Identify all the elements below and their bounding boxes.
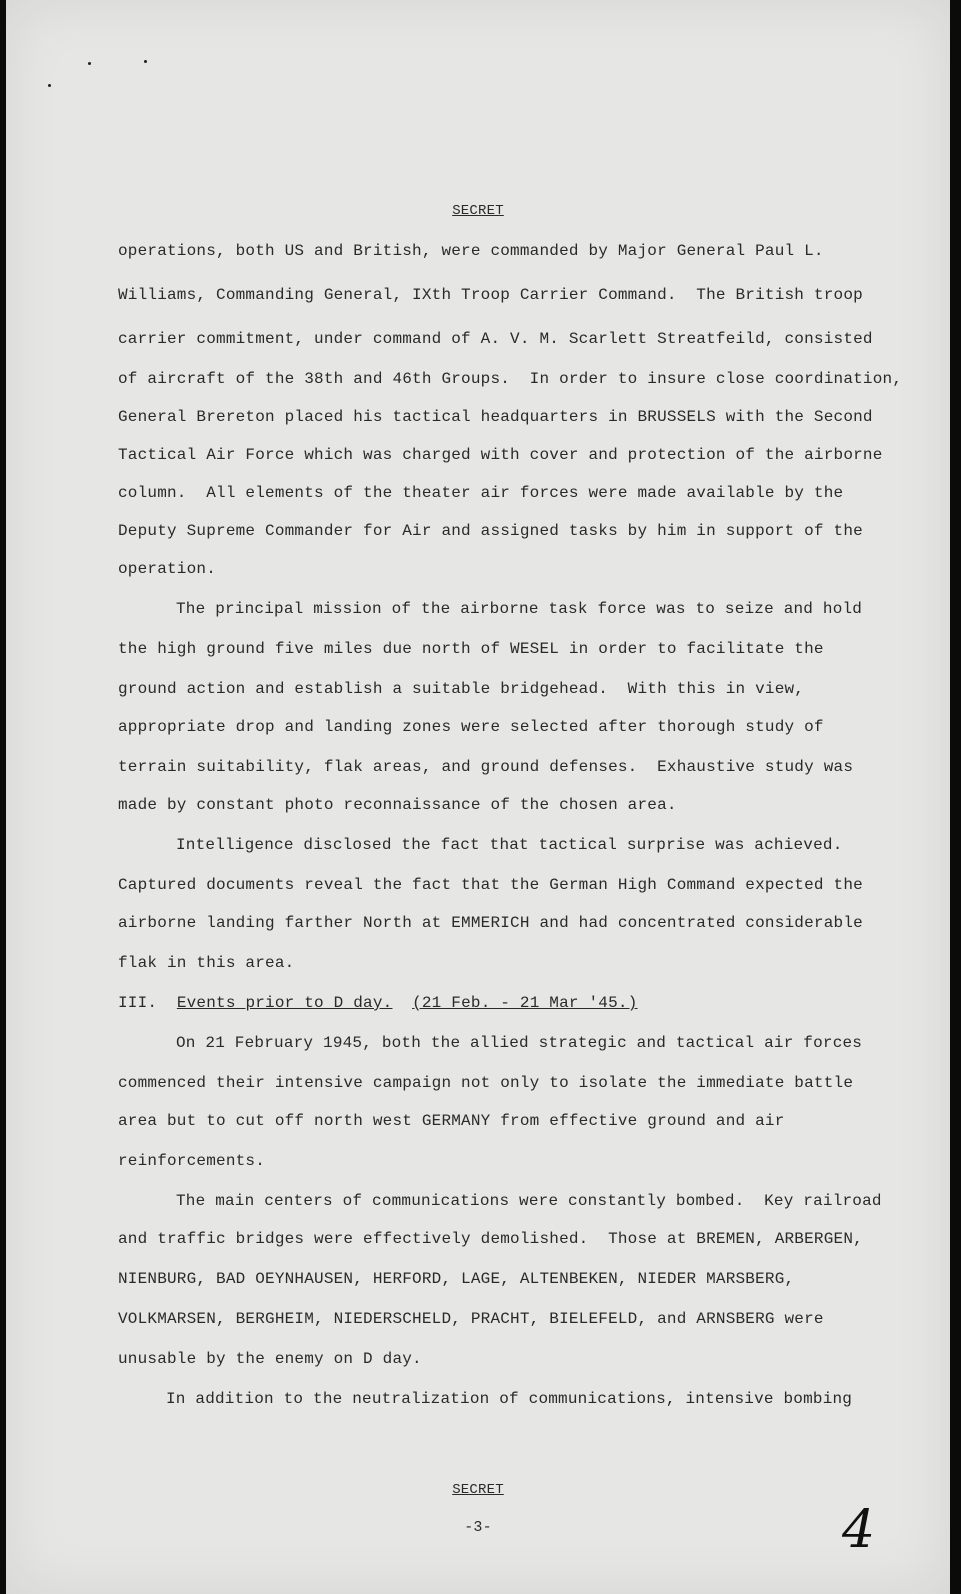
text-line: On 21 February 1945, both the allied strategic and tactical air forces	[176, 1034, 863, 1052]
text-line: made by constant photo reconnaissance of the chosen area.	[118, 796, 677, 814]
speck	[144, 60, 147, 63]
section-title: Events prior to D day.	[176, 994, 393, 1012]
speck	[48, 84, 51, 87]
text-line: flak in this area.	[118, 954, 295, 972]
text-line: General Brereton placed his tactical headquarters in BRUSSELS with the Second	[118, 408, 873, 426]
text-line: The main centers of communications were constantly bombed. Key railroad	[176, 1192, 882, 1210]
text-line: Tactical Air Force which was charged with cover and protection of the airborne	[118, 446, 883, 464]
text-line: area but to cut off north west GERMANY from effective ground and air	[118, 1112, 785, 1130]
text-line: of aircraft of the 38th and 46th Groups. In order to insure close coordination,	[118, 370, 903, 388]
text-line: appropriate drop and landing zones were selected after thorough study of	[118, 718, 824, 736]
section-number: III.	[118, 994, 158, 1012]
text-line: terrain suitability, flak areas, and ground defenses. Exhaustive study was	[118, 758, 854, 776]
text-line: the high ground five miles due north of WESEL in order to facilitate the	[118, 640, 824, 658]
speck	[88, 62, 91, 65]
text-line: ground action and establish a suitable bridgehead. With this in view,	[118, 680, 805, 698]
text-line: airborne landing farther North at EMMERICH and had concentrated considerable	[118, 914, 863, 932]
text-line: Deputy Supreme Commander for Air and assigned tasks by him in support of the	[118, 522, 863, 540]
text-line: Williams, Commanding General, IXth Troop Carrier Command. The British troop	[118, 286, 863, 304]
text-line: In addition to the neutralization of communications, intensive bombing	[166, 1390, 853, 1408]
text-line: unusable by the enemy on D day.	[118, 1350, 422, 1368]
text-line: column. All elements of the theater air forces were made available by the	[118, 484, 844, 502]
text-line: and traffic bridges were effectively demolished. Those at BREMEN, ARBERGEN,	[118, 1230, 863, 1248]
section-heading	[118, 994, 638, 1012]
text-line: operations, both US and British, were commanded by Major General Paul L.	[118, 242, 824, 260]
text-line: reinforcements.	[118, 1152, 266, 1170]
section-dates: (21 Feb. - 21 Mar '45.)	[412, 994, 638, 1012]
header-secret: SECRET	[452, 203, 504, 219]
text-line: operation.	[118, 560, 217, 578]
handwritten-page-number: 4	[842, 1500, 876, 1560]
text-line: Captured documents reveal the fact that the German High Command expected the	[118, 876, 863, 894]
document-page	[6, 0, 950, 1594]
text-line: carrier commitment, under command of A. V. M. Scarlett Streatfeild, consisted	[118, 330, 873, 348]
text-line: NIENBURG, BAD OEYNHAUSEN, HERFORD, LAGE, ALTENBEKEN, NIEDER MARSBERG,	[118, 1270, 795, 1288]
text-line: The principal mission of the airborne task force was to seize and hold	[176, 600, 863, 618]
text-line: Intelligence disclosed the fact that tactical surprise was achieved.	[176, 836, 843, 854]
footer-secret: SECRET	[452, 1482, 504, 1498]
text-line: VOLKMARSEN, BERGHEIM, NIEDERSCHELD, PRACHT, BIELEFELD, and ARNSBERG were	[118, 1310, 824, 1328]
text-line: commenced their intensive campaign not only to isolate the immediate battle	[118, 1074, 854, 1092]
page-number: -3-	[464, 1519, 492, 1536]
